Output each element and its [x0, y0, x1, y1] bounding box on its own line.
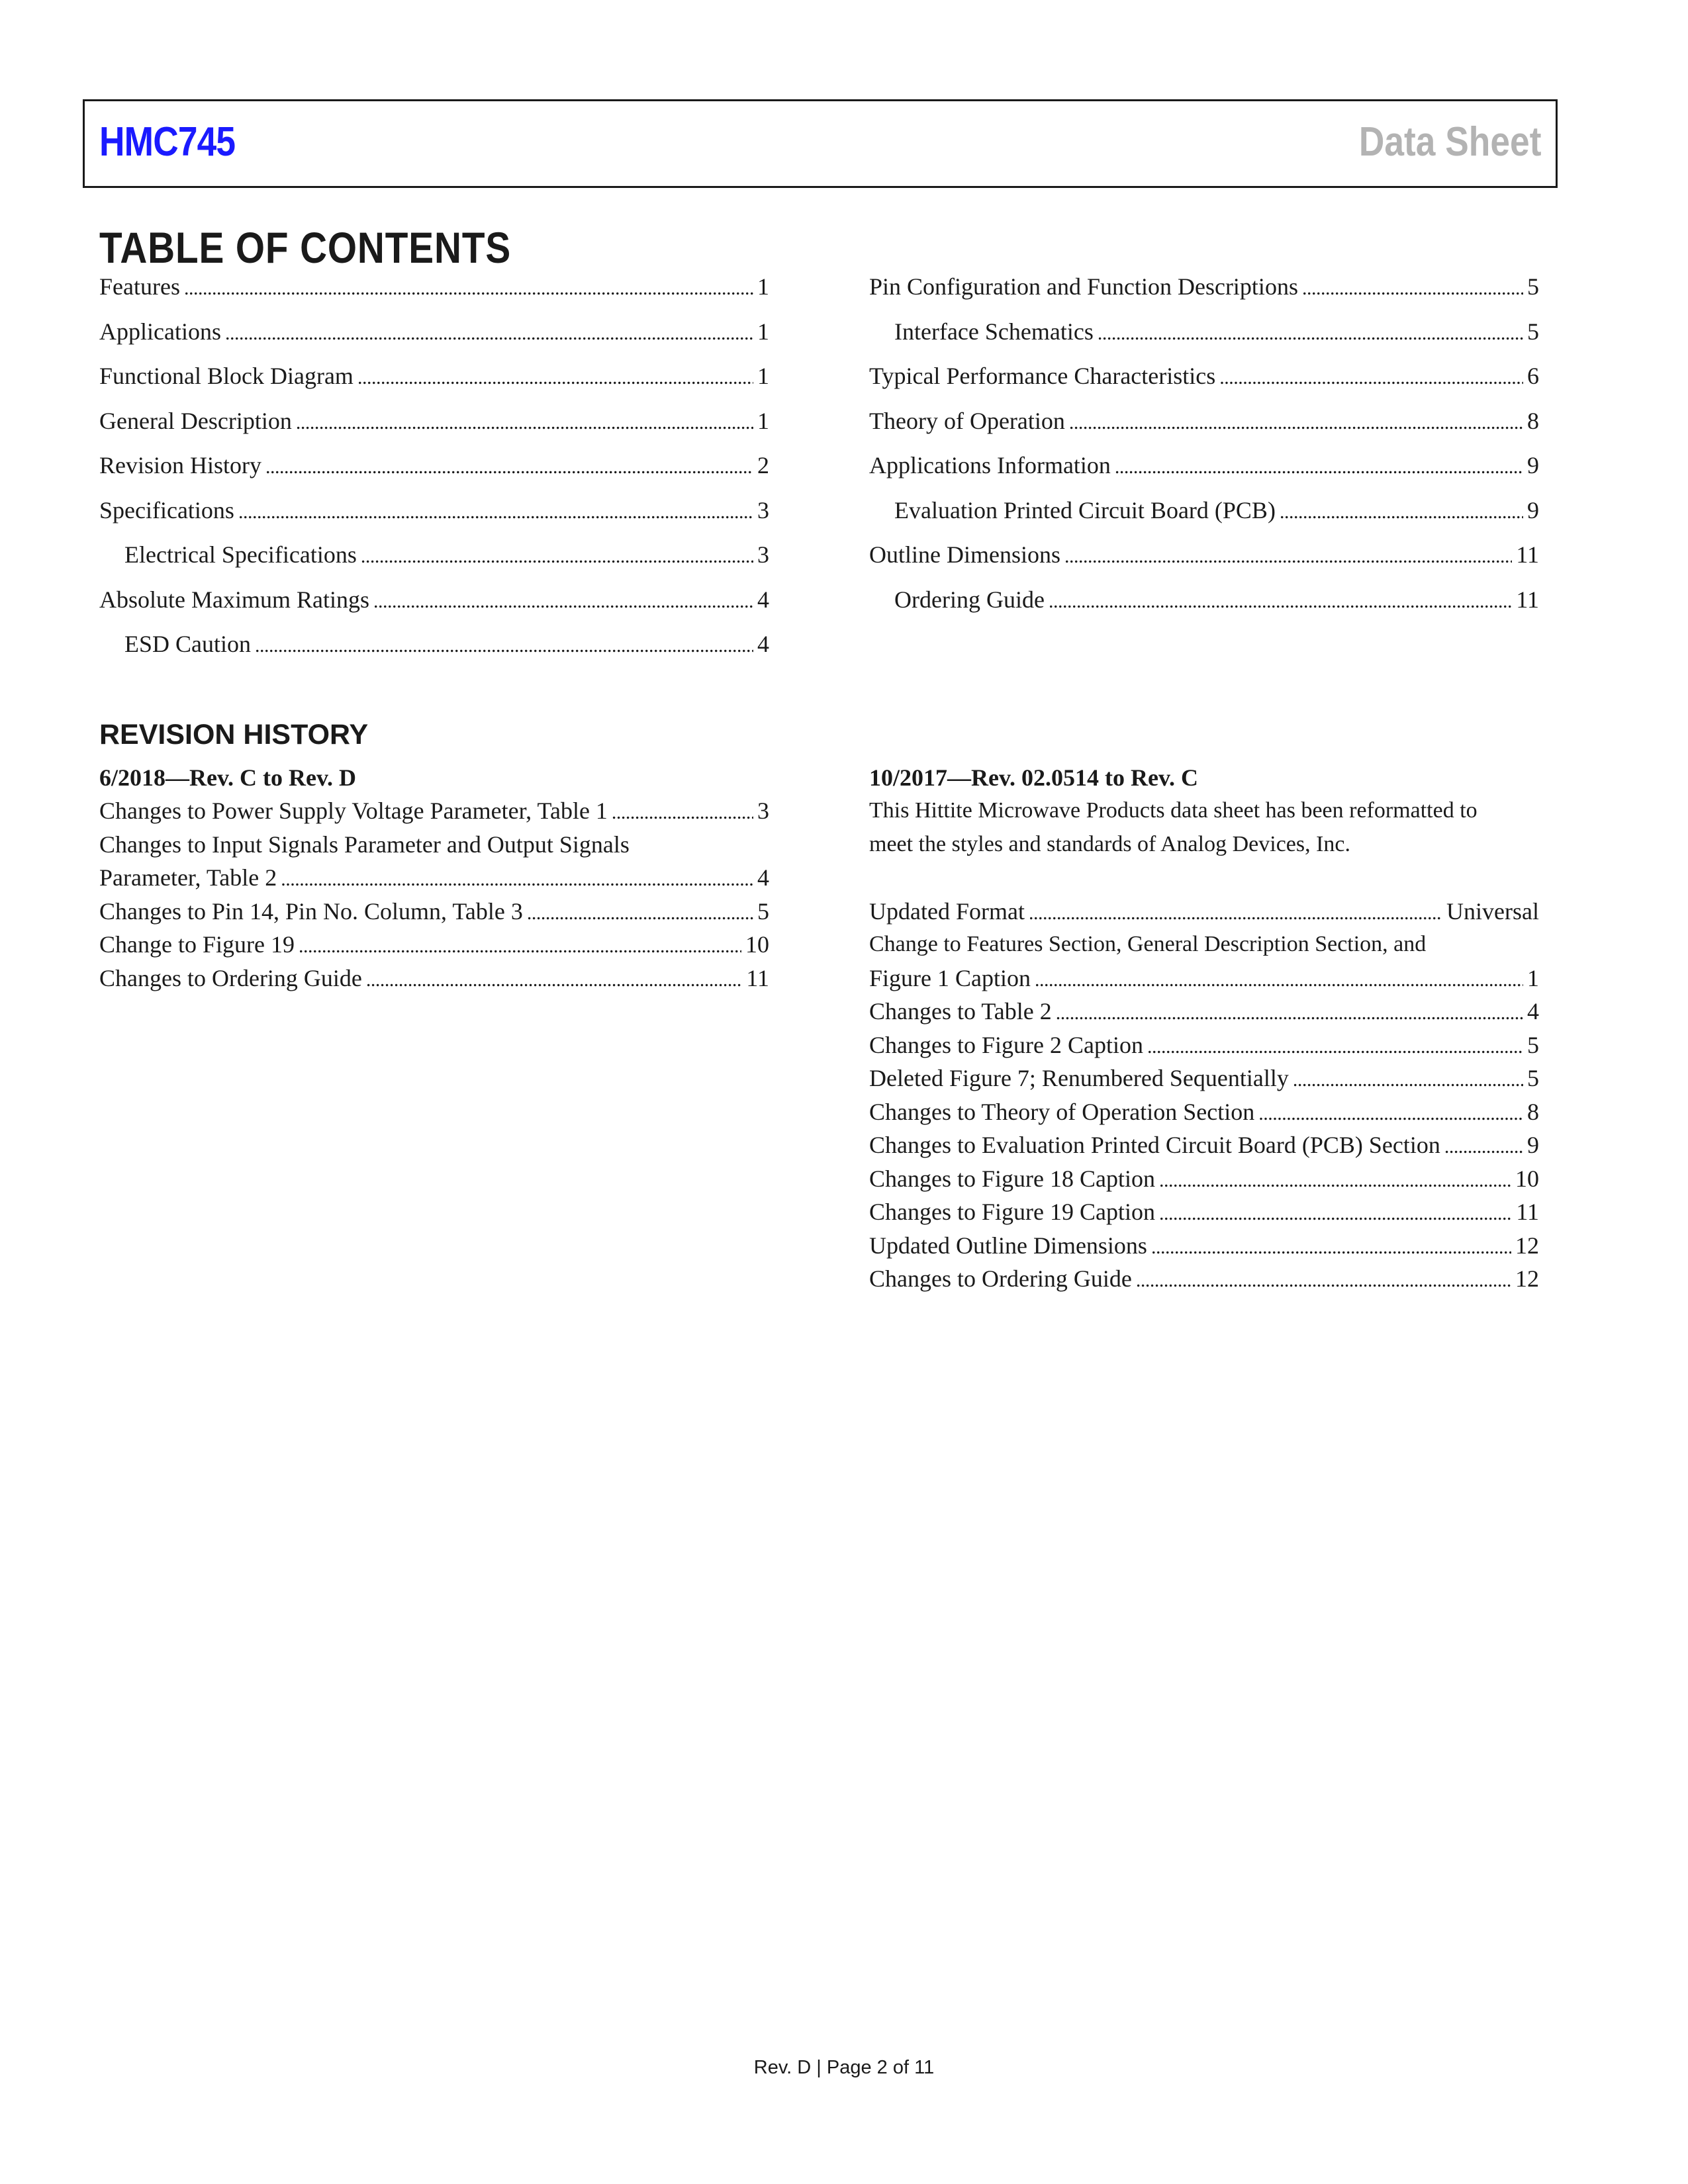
- revision-entry: [869, 962, 1539, 995]
- leader-dots: [281, 863, 753, 897]
- revision-entry-page: 9: [1527, 1132, 1539, 1158]
- toc-entry-label: Functional Block Diagram: [99, 363, 353, 389]
- leader-dots: [357, 367, 753, 389]
- revision-entry: [869, 1128, 1539, 1162]
- toc-entry-page: 4: [757, 631, 769, 657]
- toc-entry[interactable]: [869, 362, 1539, 407]
- toc-entry-label: Absolute Maximum Ratings: [99, 586, 369, 613]
- revision-note-line: meet the styles and standards of Analog Devices, Inc.: [869, 831, 1351, 856]
- leader-dots: [238, 501, 753, 523]
- toc-entry-label: Specifications: [99, 496, 234, 523]
- revision-entry-page: 10: [1515, 1165, 1539, 1192]
- toc-entry-page: 11: [1516, 586, 1539, 613]
- revision-entry-page: 3: [757, 797, 769, 824]
- doc-type-label: Data Sheet: [1358, 119, 1541, 165]
- toc-entry-page: 5: [1527, 273, 1539, 300]
- leader-dots: [1136, 1264, 1511, 1298]
- toc-entry-label: General Description: [99, 407, 292, 434]
- revision-entry: [869, 1095, 1539, 1129]
- toc-entry-page: 9: [1527, 496, 1539, 523]
- toc-entry[interactable]: [99, 496, 769, 541]
- revision-entry: [869, 1162, 1539, 1196]
- revision-entry-label: Updated Format: [869, 897, 1025, 925]
- toc-title: TABLE OF CONTENTS: [99, 223, 512, 272]
- revision-entry-page: 5: [1527, 1031, 1539, 1058]
- toc-entry[interactable]: [869, 541, 1539, 586]
- toc-entry-label: Electrical Specifications: [124, 541, 357, 568]
- revision-entry: [99, 895, 769, 929]
- revision-note-line: This Hittite Microwave Products data sheet has been reformatted to: [869, 798, 1477, 823]
- leader-dots: [1049, 590, 1512, 613]
- revision-entry: [869, 1062, 1539, 1095]
- toc-entry[interactable]: [99, 451, 769, 496]
- toc-entry-label: Applications Information: [869, 452, 1111, 478]
- leader-dots: [265, 456, 753, 478]
- leader-dots: [1280, 501, 1523, 523]
- revision-entry-label: Changes to Figure 18 Caption: [869, 1165, 1155, 1192]
- revision-entry: [869, 995, 1539, 1028]
- toc-entry-label: Interface Schematics: [894, 318, 1094, 345]
- toc-left-column: [99, 273, 769, 675]
- leader-dots: [361, 545, 753, 568]
- toc-entry-label: Evaluation Printed Circuit Board (PCB): [894, 496, 1276, 523]
- toc-entry-label: Outline Dimensions: [869, 541, 1060, 568]
- revision-entry-label: Parameter, Table 2: [99, 864, 277, 891]
- revision-history-rev-c: [869, 761, 1539, 1296]
- toc-entry-label: Revision History: [99, 452, 262, 478]
- toc-entry-label: Features: [99, 273, 180, 300]
- toc-right-column: [869, 273, 1539, 630]
- revision-entry-page: 5: [757, 897, 769, 925]
- toc-entry[interactable]: [869, 586, 1539, 631]
- revision-entry-page: 10: [745, 931, 769, 958]
- leader-dots: [1151, 1231, 1511, 1265]
- toc-entry[interactable]: [99, 318, 769, 363]
- revision-entry-label: Deleted Figure 7; Renumbered Sequentially: [869, 1065, 1289, 1091]
- leader-dots: [1159, 1164, 1511, 1198]
- toc-entry-label: Pin Configuration and Function Descriptions: [869, 273, 1298, 300]
- revision-entry-label: Changes to Power Supply Voltage Parameter, Table 1: [99, 797, 608, 824]
- leader-dots: [1258, 1097, 1523, 1131]
- revision-entry-label: Changes to Theory of Operation Section: [869, 1098, 1255, 1125]
- revision-entry-page: 4: [757, 864, 769, 891]
- revision-entry-line: Changes to Input Signals Parameter and Output Signals: [99, 831, 630, 858]
- part-number: HMC745: [99, 119, 236, 165]
- toc-entry-page: 8: [1527, 407, 1539, 434]
- toc-entry-page: 2: [757, 452, 769, 478]
- revision-entry-page: 5: [1527, 1065, 1539, 1091]
- leader-dots: [366, 964, 742, 997]
- leader-dots: [1064, 545, 1512, 568]
- revision-entry: [869, 1195, 1539, 1229]
- leader-dots: [1069, 412, 1523, 434]
- revision-entry-label: Change to Figure 19: [99, 931, 295, 958]
- toc-entry[interactable]: [869, 273, 1539, 318]
- leader-dots: [1035, 964, 1523, 997]
- revision-entry-label: Changes to Ordering Guide: [869, 1265, 1132, 1292]
- revision-history-rev-d: [99, 761, 769, 995]
- leader-dots: [225, 322, 753, 345]
- toc-entry-label: ESD Caution: [124, 631, 252, 657]
- toc-entry-label: Theory of Operation: [869, 407, 1065, 434]
- toc-entry[interactable]: [869, 496, 1539, 541]
- leader-dots: [184, 277, 753, 300]
- toc-entry-page: 3: [757, 541, 769, 568]
- toc-entry[interactable]: [99, 541, 769, 586]
- toc-entry[interactable]: [99, 273, 769, 318]
- toc-entry[interactable]: [99, 407, 769, 452]
- leader-dots: [1029, 897, 1442, 931]
- leader-dots: [1159, 1197, 1512, 1231]
- leader-dots: [612, 796, 753, 830]
- toc-entry[interactable]: [869, 318, 1539, 363]
- leader-dots: [373, 590, 753, 613]
- toc-entry-page: 4: [757, 586, 769, 613]
- revision-entry-label: Changes to Pin 14, Pin No. Column, Table 3: [99, 897, 523, 925]
- revision-entry-label: Changes to Figure 19 Caption: [869, 1199, 1155, 1225]
- leader-dots: [1293, 1064, 1523, 1097]
- toc-entry-page: 1: [757, 363, 769, 389]
- revision-entry: [99, 928, 769, 962]
- revision-entry-label: Changes to Table 2: [869, 998, 1052, 1024]
- revision-entry-page: 1: [1527, 964, 1539, 991]
- revision-entry: [99, 861, 769, 895]
- revision-entry-page: 12: [1515, 1265, 1539, 1292]
- revision-entry: [99, 962, 769, 995]
- leader-dots: [299, 930, 741, 964]
- toc-entry[interactable]: [869, 451, 1539, 496]
- toc-entry-label: Ordering Guide: [894, 586, 1045, 613]
- leader-dots: [1098, 322, 1523, 345]
- revision-entry-line: Change to Features Section, General Description Section, and: [869, 932, 1427, 956]
- leader-dots: [1115, 456, 1523, 478]
- revision-entry-page: 11: [746, 964, 769, 991]
- toc-entry[interactable]: [869, 407, 1539, 452]
- revision-entry: [869, 1229, 1539, 1263]
- spacer: [869, 861, 1539, 895]
- header-box: [83, 99, 1558, 188]
- revision-entry: [99, 794, 769, 828]
- leader-dots: [1219, 367, 1523, 389]
- toc-entry-label: Typical Performance Characteristics: [869, 363, 1216, 389]
- revision-subheading: 6/2018—Rev. C to Rev. D: [99, 764, 356, 791]
- toc-entry-page: 9: [1527, 452, 1539, 478]
- leader-dots: [1302, 277, 1523, 300]
- leader-dots: [255, 635, 753, 657]
- revision-entry-page: 12: [1515, 1232, 1539, 1259]
- page-footer: Rev. D | Page 2 of 11: [753, 2057, 935, 2078]
- revision-entry-label: Updated Outline Dimensions: [869, 1232, 1147, 1259]
- revision-history-heading: REVISION HISTORY: [99, 719, 369, 751]
- toc-entry-page: 1: [757, 318, 769, 345]
- leader-dots: [527, 897, 753, 931]
- revision-entry: [869, 1262, 1539, 1296]
- revision-entry: [869, 1028, 1539, 1062]
- leader-dots: [1444, 1130, 1523, 1164]
- toc-entry-page: 6: [1527, 363, 1539, 389]
- leader-dots: [296, 412, 753, 434]
- toc-entry[interactable]: [99, 630, 769, 675]
- toc-entry[interactable]: [99, 586, 769, 631]
- revision-entry-label: Changes to Evaluation Printed Circuit Board (PCB) Section: [869, 1132, 1440, 1158]
- revision-entry-page: Universal: [1446, 897, 1539, 925]
- revision-entry-page: 8: [1527, 1098, 1539, 1125]
- revision-subheading: 10/2017—Rev. 02.0514 to Rev. C: [869, 764, 1198, 791]
- toc-entry-page: 1: [757, 407, 769, 434]
- toc-entry-label: Applications: [99, 318, 221, 345]
- leader-dots: [1056, 997, 1523, 1030]
- toc-entry[interactable]: [99, 362, 769, 407]
- revision-entry-page: 4: [1527, 998, 1539, 1024]
- revision-entry-label: Figure 1 Caption: [869, 964, 1031, 991]
- revision-entry-label: Changes to Ordering Guide: [99, 964, 362, 991]
- toc-entry-page: 5: [1527, 318, 1539, 345]
- toc-entry-page: 1: [757, 273, 769, 300]
- leader-dots: [1147, 1030, 1523, 1064]
- revision-entry-label: Changes to Figure 2 Caption: [869, 1031, 1143, 1058]
- toc-entry-page: 3: [757, 496, 769, 523]
- revision-entry: [869, 895, 1539, 929]
- toc-entry-page: 11: [1516, 541, 1539, 568]
- revision-entry-page: 11: [1516, 1199, 1539, 1225]
